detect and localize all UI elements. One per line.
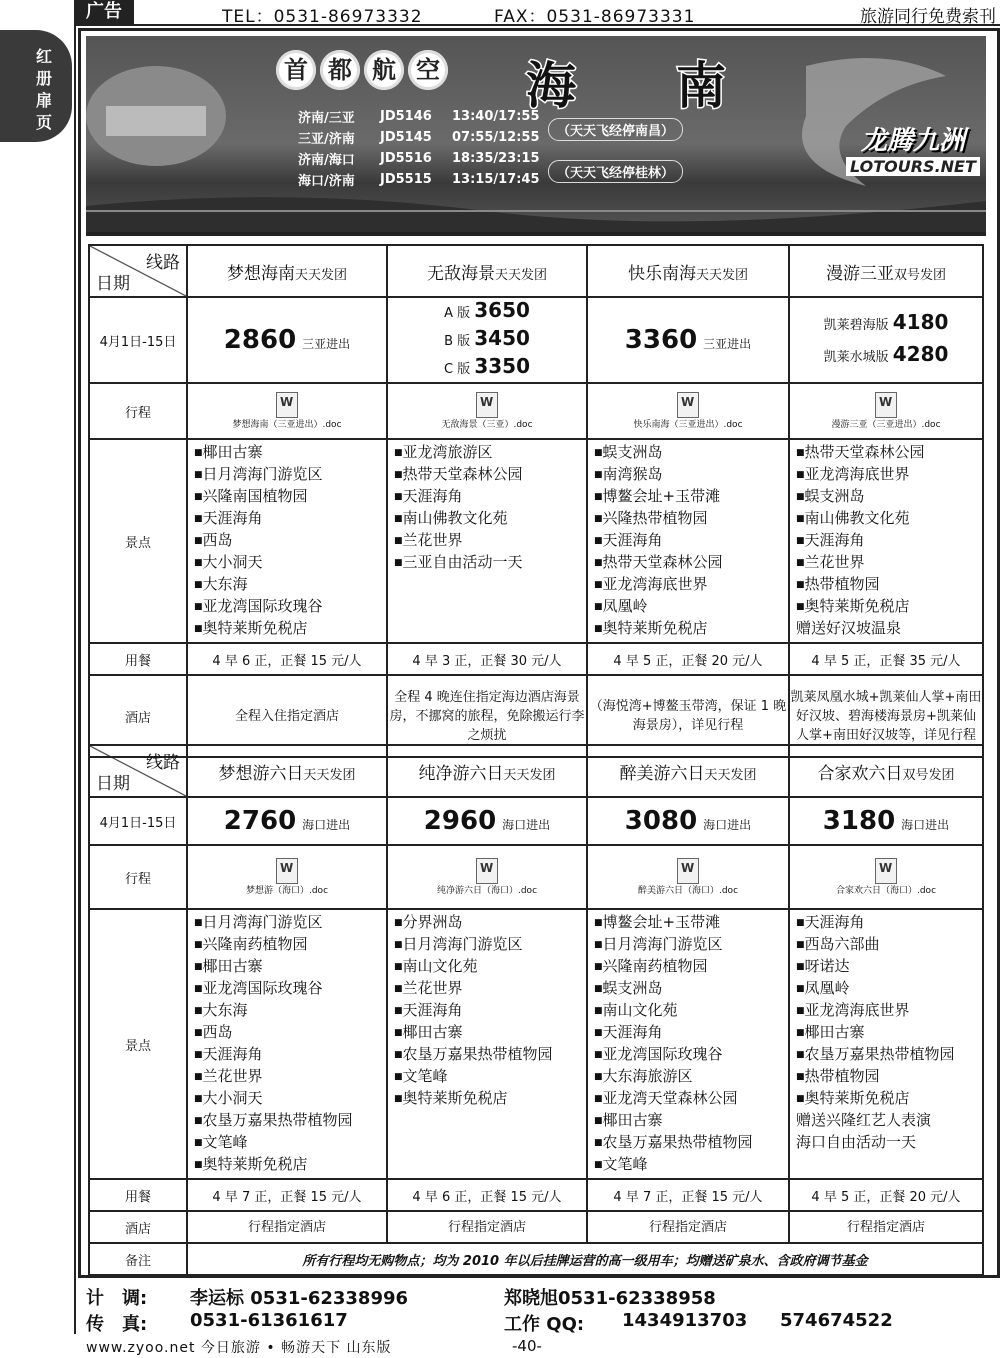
dispatch-contact-2: 郑晓旭0531-62338958 [504, 1288, 716, 1309]
sight-item: ■ 椰田古寨 [194, 442, 380, 464]
price-suffix: 海口进出 [302, 818, 351, 832]
meal-info: 4 早 5 正，正餐 35 元/人 [789, 643, 983, 675]
price-version [388, 298, 586, 326]
route-name [628, 264, 748, 284]
sight-item: ■ 热带植物园 [796, 574, 976, 596]
route-frequency: 天天发团 [294, 267, 347, 283]
sight-item: ■ 南山文化苑 [594, 1000, 782, 1022]
price: 3080 [624, 806, 698, 836]
fax-number: 0531-61361617 [190, 1310, 348, 1331]
price-cell [587, 797, 789, 845]
word-doc-icon [875, 858, 897, 884]
price: 3360 [624, 325, 698, 355]
brand-logo [846, 120, 980, 176]
flight-number: JD5146 [380, 109, 432, 124]
sight-item: ■ 椰田古寨 [194, 956, 380, 978]
sight-item: ■ 天涯海角 [394, 486, 580, 508]
hotel-info: 全程 4 晚连住指定海边酒店海景房，不挪窝的旅程，免除搬运行李之烦扰 [387, 675, 587, 757]
route-name [218, 764, 355, 784]
sight-item: ■ 三亚自由活动一天 [394, 552, 580, 574]
sight-item: ■ 奥特莱斯免税店 [594, 618, 782, 640]
sight-item: ■ 天涯海角 [594, 530, 782, 552]
departure-date: 4月1日-15日 [89, 797, 187, 845]
flight-number: JD5516 [380, 151, 432, 166]
meal-info: 4 早 3 正，正餐 30 元/人 [387, 643, 587, 675]
price-cell [789, 797, 983, 845]
flight-number: JD5515 [380, 172, 432, 187]
hotel-info: 行程指定酒店 [387, 1211, 587, 1243]
sight-item: ■ 凤凰岭 [796, 978, 976, 1000]
sight-bonus: 海口自由活动一天 [796, 1133, 917, 1151]
price-suffix: 三亚进出 [302, 337, 351, 351]
hotel-info: 凯莱凤凰水城+凯莱仙人掌+南田好汉坡、碧海楼海景房+凯莱仙人掌+南田好汉坡等，详见行程 [789, 675, 983, 757]
date-label: 日期 [96, 774, 130, 794]
meal-info: 4 早 5 正，正餐 20 元/人 [789, 1179, 983, 1211]
doc-filename: 梦想海南（三亚进出）.doc [232, 419, 342, 430]
price-suffix: 海口进出 [901, 818, 950, 832]
sight-item: ■ 天涯海角 [594, 1022, 782, 1044]
word-doc-icon [276, 858, 298, 884]
itinerary-doc[interactable] [187, 845, 387, 909]
meal-info: 4 早 6 正，正餐 15 元/人 [187, 643, 387, 675]
sight-item: ■ 椰田古寨 [594, 1110, 782, 1132]
tour-table-sanya [88, 244, 984, 758]
sight-item: ■ 蜈支洲岛 [594, 442, 782, 464]
flight-note-guilin: （天天飞经停桂林） [548, 160, 683, 183]
flight-row [298, 127, 556, 148]
ad-label: 广告 [74, 0, 134, 24]
remark-text: 所有行程均无购物点；均为 2010 年以后挂牌运营的高一级用车；均赠送矿泉水、含政府调节基金 [187, 1243, 983, 1275]
sight-item: ■ 南山文化苑 [394, 956, 580, 978]
sights-list [790, 440, 982, 642]
sight-item: ■ 大小洞天 [194, 1088, 380, 1110]
doc-filename: 漫游三亚（三亚进出）.doc [831, 419, 941, 430]
header-tel: TEL：0531-86973332 [222, 7, 423, 27]
magazine-name: 旅游同行免费索刊 [860, 7, 996, 27]
sight-item: ■ 南湾猴岛 [594, 464, 782, 486]
sight-item: ■ 天涯海角 [194, 1044, 380, 1066]
sight-item: ■ 博鳌会址+玉带滩 [594, 486, 782, 508]
price: 4280 [892, 342, 949, 366]
flight-route: 济南/海口 [298, 153, 355, 168]
route-frequency: 双号发团 [893, 267, 946, 283]
route-name [227, 264, 347, 284]
itinerary-label: 行程 [89, 383, 187, 439]
flight-row [298, 148, 556, 169]
route-title: 快乐南海 [627, 263, 696, 284]
meals-label: 用餐 [89, 1179, 187, 1211]
price-suffix: 三亚进出 [703, 337, 752, 351]
route-name [619, 764, 756, 784]
route-title: 漫游三亚 [825, 263, 894, 284]
sight-item: ■ 兴隆热带植物园 [594, 508, 782, 530]
left-rule [74, 24, 76, 1334]
route-frequency: 天天发团 [695, 267, 748, 283]
sight-item: ■ 天涯海角 [796, 912, 976, 934]
side-tab-label: 红册扉页 [36, 47, 53, 132]
flight-route: 海口/济南 [298, 174, 355, 189]
footer-site: www.zyoo.net 今日旅游 • 畅游天下 山东版 [86, 1340, 392, 1356]
sight-item: ■ 兴隆南药植物园 [194, 934, 380, 956]
hotel-info: 行程指定酒店 [587, 1211, 789, 1243]
price-cell [387, 297, 587, 383]
sight-item: ■ 亚龙湾海底世界 [796, 1000, 976, 1022]
price: 3450 [474, 326, 530, 350]
route-name-cell [789, 245, 983, 297]
sights-label: 景点 [89, 439, 187, 643]
sights-list [790, 910, 982, 1156]
sights-list [188, 910, 386, 1178]
version-label: A 版 [444, 306, 471, 321]
sights-list [388, 910, 586, 1112]
meals-label: 用餐 [89, 643, 187, 675]
price: 2860 [223, 325, 297, 355]
qq-number-2: 574674522 [780, 1310, 893, 1331]
route-name-cell [387, 745, 587, 797]
route-date-header [89, 745, 187, 797]
doc-filename: 纯净游六日（海口）.doc [436, 885, 538, 896]
top-bar [74, 0, 1000, 26]
sights-cell [587, 909, 789, 1179]
header-fax: FAX：0531-86973331 [494, 7, 696, 27]
itinerary-doc[interactable] [789, 845, 983, 909]
sight-item: ■ 日月湾海门游览区 [594, 934, 782, 956]
sight-item: ■ 奥特莱斯免税店 [394, 1088, 580, 1110]
itinerary-doc[interactable] [789, 383, 983, 439]
route-title: 合家欢六日 [817, 763, 903, 784]
sights-cell [387, 439, 587, 643]
route-frequency: 天天发团 [494, 267, 547, 283]
word-doc-icon [677, 858, 699, 884]
sight-item: ■ 蜈支洲岛 [796, 486, 976, 508]
qq-label: 工作 QQ: [504, 1314, 585, 1335]
price: 3650 [474, 298, 530, 322]
price: 2960 [423, 806, 497, 836]
doc-filename: 梦想游（海口）.doc [245, 885, 329, 896]
logo-en: LOTOURS.NET [846, 157, 980, 176]
airline-char: 首 [276, 50, 316, 90]
flight-note-nanchang: （天天飞经停南昌） [548, 118, 683, 141]
route-name [817, 764, 954, 784]
sight-item: ■ 奥特莱斯免税店 [194, 1154, 380, 1176]
sight-item: ■ 日月湾海门游览区 [194, 464, 380, 486]
route-title: 纯净游六日 [418, 763, 504, 784]
sight-item: ■ 兰花世界 [796, 552, 976, 574]
price: 3350 [474, 354, 531, 378]
sight-item: ■ 呀诺达 [796, 956, 976, 978]
doc-filename: 醉美游六日（海口）.doc [637, 885, 739, 896]
date-label: 日期 [96, 274, 130, 294]
banner [86, 36, 986, 236]
sight-item: ■ 文笔峰 [194, 1132, 380, 1154]
flight-time: 13:15/17:45 [452, 172, 540, 187]
sight-item: ■ 亚龙湾国际玫瑰谷 [594, 1044, 782, 1066]
version-label: C 版 [443, 362, 471, 377]
dispatch-label: 计 调: [86, 1288, 148, 1309]
sight-item: ■ 热带天堂森林公园 [394, 464, 580, 486]
route-label: 线路 [146, 253, 180, 273]
flight-schedule [298, 106, 556, 190]
route-name-cell [387, 245, 587, 297]
airline-char: 航 [364, 50, 404, 90]
side-tab [0, 30, 72, 142]
sight-bonus: 赠送兴隆红艺人表演 [796, 1111, 932, 1129]
sight-item: ■ 亚龙湾海底世界 [594, 574, 782, 596]
sight-item: ■ 椰田古寨 [796, 1022, 976, 1044]
meal-info: 4 早 7 正，正餐 15 元/人 [587, 1179, 789, 1211]
sight-item: ■ 文笔峰 [594, 1154, 782, 1176]
sight-item: ■ 凤凰岭 [594, 596, 782, 618]
price-cell [587, 297, 789, 383]
doc-filename: 合家欢六日（海口）.doc [835, 885, 937, 896]
sight-item: ■ 农垦万嘉果热带植物园 [594, 1132, 782, 1154]
sight-item: ■ 奥特莱斯免税店 [796, 596, 976, 618]
price-version [388, 326, 586, 354]
flight-time: 18:35/23:15 [452, 151, 540, 166]
word-doc-icon [476, 858, 498, 884]
route-frequency: 双号发团 [902, 767, 955, 783]
price: 3180 [822, 806, 896, 836]
sights-list [388, 440, 586, 576]
price: 2760 [223, 806, 297, 836]
flight-row [298, 106, 556, 127]
itinerary-doc[interactable] [387, 383, 587, 439]
sight-item: ■ 西岛 [194, 1022, 380, 1044]
hotel-info: 全程入住指定酒店 [187, 675, 387, 757]
price-cell [387, 797, 587, 845]
word-doc-icon [875, 392, 897, 418]
version-label: B 版 [444, 334, 471, 349]
price-version [388, 354, 586, 382]
sights-cell [789, 909, 983, 1179]
route-title: 梦想海南 [226, 263, 295, 284]
sight-item: ■ 天涯海角 [796, 530, 976, 552]
flight-route: 三亚/济南 [298, 132, 355, 147]
sights-list [188, 440, 386, 642]
sight-item: ■ 天涯海角 [194, 508, 380, 530]
route-date-header [89, 245, 187, 297]
remark-label: 备注 [89, 1243, 187, 1275]
sight-item: ■ 文笔峰 [394, 1066, 580, 1088]
airline-char: 空 [408, 50, 448, 90]
qq-number-1: 1434913703 [622, 1310, 748, 1331]
route-name-cell [187, 745, 387, 797]
route-frequency: 天天发团 [303, 767, 356, 783]
departure-date: 4月1日-15日 [89, 297, 187, 383]
route-name-cell [187, 245, 387, 297]
price: 4180 [892, 310, 949, 334]
sights-cell [387, 909, 587, 1179]
flight-time: 07:55/12:55 [452, 130, 540, 145]
flight-route: 济南/三亚 [298, 111, 355, 126]
sight-item: ■ 大东海 [194, 1000, 380, 1022]
destination-title [526, 46, 726, 118]
flight-row [298, 169, 556, 190]
airline-name [276, 50, 448, 90]
sight-item: ■ 亚龙湾旅游区 [394, 442, 580, 464]
sight-item: ■ 兴隆南国植物园 [194, 486, 380, 508]
destination-char: 南 [676, 57, 726, 115]
word-doc-icon [677, 392, 699, 418]
sight-item: ■ 兴隆南药植物园 [594, 956, 782, 978]
price-suffix: 海口进出 [502, 818, 551, 832]
route-title: 梦想游六日 [218, 763, 304, 784]
sight-item: ■ 西岛六部曲 [796, 934, 976, 956]
hotel-info: （海悦湾+博鳌玉带湾，保证 1 晚海景房），详见行程 [587, 675, 789, 757]
sight-item: ■ 亚龙湾国际玫瑰谷 [194, 978, 380, 1000]
meal-info: 4 早 7 正，正餐 15 元/人 [187, 1179, 387, 1211]
sight-item: ■ 大小洞天 [194, 552, 380, 574]
sight-item: ■ 西岛 [194, 530, 380, 552]
fax-label: 传 真: [86, 1314, 148, 1335]
route-frequency: 天天发团 [503, 767, 556, 783]
word-doc-icon [476, 392, 498, 418]
sight-item: ■ 日月湾海门游览区 [394, 934, 580, 956]
sights-cell [187, 439, 387, 643]
version-label: 凯莱水城版 [823, 350, 889, 365]
sight-item: ■ 兰花世界 [394, 978, 580, 1000]
sight-item: ■ 奥特莱斯免税店 [796, 1088, 976, 1110]
version-label: 凯莱碧海版 [823, 318, 889, 333]
sight-item: ■ 大东海 [194, 574, 380, 596]
sight-item: ■ 亚龙湾海底世界 [796, 464, 976, 486]
sight-item: ■ 蜈支洲岛 [594, 978, 782, 1000]
sight-item: ■ 兰花世界 [194, 1066, 380, 1088]
destination-char: 海 [526, 57, 576, 115]
sight-item: ■ 兰花世界 [394, 530, 580, 552]
price-version [790, 340, 982, 372]
sight-item: ■ 热带天堂森林公园 [594, 552, 782, 574]
sight-item: ■ 亚龙湾国际玫瑰谷 [194, 596, 380, 618]
sights-label: 景点 [89, 909, 187, 1179]
route-name [427, 264, 547, 284]
route-label: 线路 [146, 753, 180, 773]
sight-item: ■ 分界洲岛 [394, 912, 580, 934]
route-frequency: 天天发团 [704, 767, 757, 783]
price-cell [187, 797, 387, 845]
route-title: 醉美游六日 [619, 763, 705, 784]
itinerary-doc[interactable] [187, 383, 387, 439]
price-cell [187, 297, 387, 383]
sight-item: ■ 热带植物园 [796, 1066, 976, 1088]
route-name-cell [789, 745, 983, 797]
doc-filename: 无敌海景（三亚）.doc [441, 419, 533, 430]
sight-item: ■ 南山佛教文化苑 [394, 508, 580, 530]
sight-item: ■ 农垦万嘉果热带植物园 [394, 1044, 580, 1066]
tour-table-haikou [88, 744, 984, 1276]
sight-item: ■ 奥特莱斯免税店 [194, 618, 380, 640]
hotel-label: 酒店 [89, 675, 187, 757]
sights-cell [789, 439, 983, 643]
hotel-info: 行程指定酒店 [187, 1211, 387, 1243]
route-name-cell [587, 245, 789, 297]
sight-item: ■ 日月湾海门游览区 [194, 912, 380, 934]
palm-treeline [86, 197, 986, 232]
sight-item: ■ 天涯海角 [394, 1000, 580, 1022]
doc-filename: 快乐南海（三亚进出）.doc [633, 419, 743, 430]
itinerary-label: 行程 [89, 845, 187, 909]
route-name [826, 264, 946, 284]
sight-item: ■ 农垦万嘉果热带植物园 [194, 1110, 380, 1132]
airline-char: 都 [320, 50, 360, 90]
dispatch-contact-1: 李运标 0531-62338996 [190, 1288, 409, 1309]
price-suffix: 海口进出 [703, 818, 752, 832]
price-version [790, 308, 982, 340]
route-name [418, 764, 555, 784]
itinerary-doc[interactable] [387, 845, 587, 909]
sights-cell [587, 439, 789, 643]
sights-list [588, 910, 788, 1178]
meal-info: 4 早 5 正，正餐 20 元/人 [587, 643, 789, 675]
sight-item: ■ 农垦万嘉果热带植物园 [796, 1044, 976, 1066]
meal-info: 4 早 6 正，正餐 15 元/人 [387, 1179, 587, 1211]
logo-cn: 龙腾九洲 [860, 126, 965, 156]
price-cell [789, 297, 983, 383]
page-number: -40- [512, 1337, 542, 1355]
resort-building [106, 106, 206, 136]
itinerary-doc[interactable] [587, 845, 789, 909]
sight-item: ■ 博鳌会址+玉带滩 [594, 912, 782, 934]
hotel-label: 酒店 [89, 1211, 187, 1243]
sights-list [588, 440, 788, 642]
sight-item: ■ 大东海旅游区 [594, 1066, 782, 1088]
route-title: 无敌海景 [426, 263, 495, 284]
sight-item: ■ 南山佛教文化苑 [796, 508, 976, 530]
itinerary-doc[interactable] [587, 383, 789, 439]
hotel-info: 行程指定酒店 [789, 1211, 983, 1243]
route-name-cell [587, 745, 789, 797]
sight-item: ■ 椰田古寨 [394, 1022, 580, 1044]
sights-cell [187, 909, 387, 1179]
word-doc-icon [276, 392, 298, 418]
sight-item: ■ 亚龙湾天堂森林公园 [594, 1088, 782, 1110]
sight-bonus: 赠送好汉坡温泉 [796, 619, 902, 637]
flight-number: JD5145 [380, 130, 432, 145]
sight-item: ■ 热带天堂森林公园 [796, 442, 976, 464]
flight-time: 13:40/17:55 [452, 109, 540, 124]
